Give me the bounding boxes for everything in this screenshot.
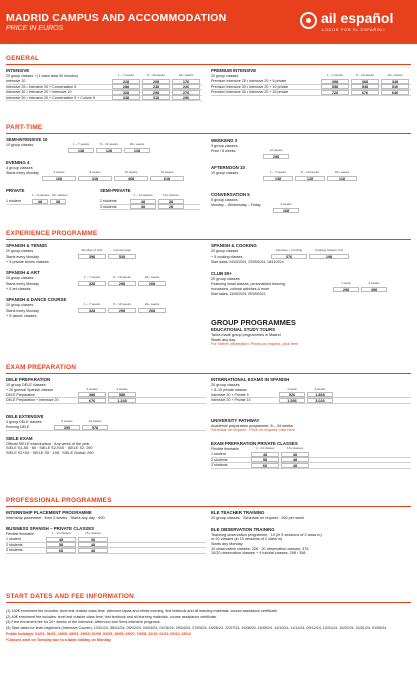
- block-title: PREMIUM INTENSIVE: [211, 68, 257, 73]
- col-header: 1 – 14 classes: [255, 446, 275, 451]
- row-label: Intensive 20 + Private 10: [211, 398, 251, 403]
- block-title: EVENING 4: [6, 160, 30, 165]
- price-cell: 298: [263, 154, 289, 159]
- spanish-cooking-block: [211, 243, 411, 264]
- logo-tagline: LOCOS POR EL ESPAÑOL!: [322, 27, 386, 32]
- block-subtitle: 20 group classes · Schedule on request · 260 per week: [211, 515, 305, 520]
- row-label: DELE Preparation + Intensive 20: [6, 398, 59, 403]
- block-subtitle: 20 group classes: [211, 276, 240, 281]
- row-label: 1 student: [6, 199, 21, 203]
- brand-logo: [300, 10, 412, 36]
- row-label: 2 students: [100, 199, 117, 203]
- col-header: 20+ weeks: [178, 73, 194, 78]
- col-header: 16 weeks: [160, 170, 174, 175]
- exam-private-classes-block: [211, 441, 411, 469]
- price-cell: 498: [361, 287, 387, 292]
- col-header: 2 weeks: [314, 387, 326, 392]
- row-label: 3 students: [100, 204, 117, 209]
- block-note: Price / 8 weeks: [211, 148, 236, 153]
- more-info-link[interactable]: Schedule on request · Price on request, click here: [211, 428, 295, 433]
- block-subtitle: 10 group classes: [6, 143, 34, 147]
- col-header: 20+ weeks: [144, 302, 160, 307]
- block-note: 10 observation classes: 226 · 20 observation classes: 376: [211, 546, 309, 551]
- row-label: Premium Intensive 35 • Intensive 20 + 15 private: [211, 90, 289, 94]
- block-title: SPANISH & COOKING: [211, 243, 257, 248]
- price-cell: 298: [142, 90, 170, 95]
- price-cell: 298: [108, 308, 136, 313]
- business-spanish-block: [6, 526, 206, 554]
- col-header: 4 weeks: [116, 387, 128, 392]
- col-header: 15+ classes: [287, 446, 303, 451]
- section-divider: [6, 133, 411, 134]
- col-header: 1 – 7 weeks: [83, 302, 100, 307]
- block-subtitle: Flexible timetable: [6, 532, 34, 536]
- conversation-block: [211, 192, 411, 213]
- col-header: 10+ classes: [51, 193, 68, 198]
- col-header: 4 weeks: [280, 202, 292, 207]
- row-label: Intensive 25 • Intensive 20 + Conversation 5: [6, 84, 77, 89]
- price-cell: 268: [138, 281, 166, 286]
- note-tuesday: *Classes start on Tuesday due to a bank holiday on Monday: [6, 637, 111, 642]
- price-cell: 298: [333, 287, 359, 292]
- block-subtitle: 20 group classes + (1 class tests 50 minutes): [6, 74, 79, 78]
- row-label: 2 students: [6, 542, 23, 547]
- private-block: [6, 188, 66, 205]
- col-header: 2 tennis bags: [113, 248, 131, 253]
- block-subtitle: Academic preparation programme: 8 – 34 weeks: [211, 423, 293, 428]
- more-info-link[interactable]: For further information: Prices on request, click here: [211, 342, 299, 347]
- price-cell: 48: [78, 548, 108, 553]
- block-title: SPANISH & TENNIS: [6, 243, 47, 248]
- row-label: 2 students: [211, 457, 228, 462]
- spanish-tennis-block: [6, 243, 206, 264]
- row-label: DELE Preparation: [6, 392, 35, 397]
- price-cell: 48: [32, 199, 48, 204]
- block-subtitle: Official SIELE examination · Any week of the year: [6, 441, 90, 446]
- weekend-block: [211, 138, 411, 159]
- block-subtitle: Tailor-made group programmes in Madrid: [211, 332, 281, 337]
- col-header: 1 – 14 classes: [133, 193, 153, 198]
- block-title: ELE TEACHER TRAINING: [211, 510, 265, 515]
- col-header: 8 – 19 weeks: [147, 73, 165, 78]
- col-header: 8 – 19 weeks: [301, 170, 319, 175]
- block-note: Featuring small classes, personalised learning,: [211, 281, 286, 286]
- price-cell: 296: [172, 95, 200, 100]
- block-title: INTENSIVE: [6, 68, 30, 73]
- section-divider: [6, 373, 411, 374]
- block-title: DELE EXTENSIVE: [6, 414, 44, 419]
- block-title: SPANISH & ART: [6, 270, 40, 275]
- block-subtitle: 20 group classes: [6, 276, 34, 280]
- semi-private-block: [100, 188, 200, 210]
- block-subtitle: 20 group classes: [211, 249, 239, 253]
- section-exam: EXAM PREPARATION: [6, 364, 77, 371]
- page-subtitle: PRICE IN EUROS: [6, 25, 64, 32]
- price-cell: 318: [78, 176, 112, 181]
- col-header: Cooking classes only: [314, 248, 344, 253]
- price-cell: 318: [142, 95, 170, 100]
- col-header: 8 – 19 weeks: [100, 142, 118, 147]
- price-cell: 328: [78, 281, 106, 286]
- col-header: 1 – 7 weeks: [72, 142, 89, 147]
- start-dates: Start dates: 04/03/2024, 23/09/2024, 18/11/2024: [211, 259, 284, 264]
- block-subtitle: 10 group classes: [211, 171, 239, 175]
- col-header: 1 – 7 weeks: [269, 170, 286, 175]
- price-cell: 118: [124, 148, 150, 153]
- intensive-block: [6, 68, 202, 101]
- fee-notes: [6, 609, 414, 643]
- dele-extensive-block: [6, 414, 206, 431]
- block-title: INTERNSHIP PLACEMENT PROGRAMME: [6, 510, 92, 515]
- price-cell: 38: [130, 204, 156, 209]
- price-cell: 398: [321, 79, 349, 84]
- price-cell: 128: [295, 176, 325, 181]
- col-header: 15+ classes: [163, 193, 179, 198]
- col-header: 1 week: [287, 387, 297, 392]
- col-header: 8 – 19 weeks: [113, 302, 131, 307]
- note-1: (1) 100€ enrolment fee includes: level test outside class time, welcome tapas and drinks evening, first textbook and all learning materials, course assistance certificate.: [6, 609, 278, 613]
- siele-line: SIELE S2+S4 · SIELE S5 · 198 · SIELE Global: 290: [6, 450, 94, 455]
- price-cell: 578: [82, 425, 108, 430]
- block-subtitle: 5 group classes: [211, 197, 238, 202]
- page-header: [0, 0, 417, 44]
- block-title: BUSINESS SPANISH – PRIVATE CLASSES: [6, 526, 95, 531]
- price-cell: 38: [281, 452, 309, 457]
- section-divider: [6, 506, 411, 507]
- price-cell: 138: [263, 176, 293, 181]
- block-title: INTERNATIONAL EXAMS IN SPANISH: [211, 377, 290, 382]
- section-divider: [6, 602, 411, 603]
- col-header: 2 weeks: [368, 281, 380, 286]
- university-pathway-block: [211, 418, 411, 433]
- block-note: Starts every Monday: [6, 254, 39, 259]
- note-2: (2) 40€ enrolment fee includes: level test outside class time, first textbook and all learning materials, course assistance certificate.: [6, 614, 218, 619]
- price-cell: 588: [108, 392, 136, 397]
- price-cell: 348: [112, 95, 140, 100]
- internship-block: [6, 510, 206, 520]
- price-cell: 538: [351, 84, 379, 89]
- row-label: 3 students: [6, 548, 23, 552]
- premium-intensive-block: [211, 68, 411, 96]
- block-subtitle: Flexible timetable: [211, 447, 239, 451]
- block-subtitle: 3 group classes: [211, 143, 238, 148]
- price-cell: 176: [172, 79, 200, 84]
- price-cell: 168: [273, 208, 299, 213]
- block-subtitle: 4 group classes: [6, 165, 33, 170]
- logo-name: ail español: [321, 10, 394, 26]
- note-4: (4) Start dates for level beginners (Intensive Course): 13/01/24, 08/01/24, 05/02/24, 04/03/24, 01/04/24, 29/04/24, 27/05/24, 24/06/24, 22/07/24, 19/08/24, 16/09/24, 14/10/24, 11/11/24, 09/12/24, 13/01/24, 10/02/24, 24/01/24, 01/06/24: [6, 626, 387, 631]
- block-note: excursions, cultural activities & more: [211, 287, 270, 292]
- block-note: + 5 cooking classes: [211, 254, 243, 259]
- price-cell: 926: [279, 392, 305, 397]
- block-subtitle: 20 group classes: [6, 303, 34, 307]
- evening-block: [6, 160, 206, 181]
- col-header: Intensive + Cooking: [275, 248, 303, 253]
- price-cell: 516: [381, 84, 409, 89]
- international-exams-block: [211, 377, 411, 404]
- block-title: GROUP PROGRAMMES: [211, 318, 296, 327]
- block-title: PRIVATE: [6, 188, 25, 193]
- row-label: 1 student: [211, 452, 226, 456]
- price-cell: 138: [68, 148, 94, 153]
- block-note: + 5 dance classes: [6, 313, 37, 318]
- block-note: + 5 private tennis classes: [6, 259, 49, 264]
- block-title: DELE PREPARATION: [6, 377, 51, 382]
- col-header: 4 weeks: [53, 170, 65, 175]
- ele-observation-block: [211, 527, 411, 556]
- price-cell: 128: [96, 148, 122, 153]
- price-cell: 328: [78, 308, 106, 313]
- price-cell: 38: [50, 199, 66, 204]
- price-cell: 376: [271, 254, 307, 259]
- block-note: 10/20 observation classes + 4 tutorial classes: 298 / 398: [211, 551, 306, 556]
- block-note: or 20 classes (in 10 sessions of 2 class in): [211, 537, 283, 542]
- col-header: 12 weeks: [124, 170, 138, 175]
- price-cell: 676: [78, 398, 106, 403]
- col-header: Member of club: [81, 248, 103, 253]
- col-header: 1 – 14 classes: [51, 531, 71, 536]
- price-cell: 676: [351, 90, 379, 95]
- col-header: 1 week: [341, 281, 351, 286]
- row-label: Premium Intensive 25 • Intensive 20 + 5 private: [211, 79, 287, 83]
- col-header: 8 weeks: [61, 419, 73, 424]
- price-cell: 398: [78, 254, 106, 259]
- block-subtitle: 10 group DELE classes: [6, 382, 46, 387]
- price-cell: 38: [78, 537, 108, 542]
- section-general: GENERAL: [6, 55, 40, 62]
- block-title: SPANISH & DANCE COURSE: [6, 297, 67, 302]
- price-cell: 395: [54, 425, 80, 430]
- col-header: 2 weeks: [86, 387, 98, 392]
- price-cell: 226: [172, 84, 200, 89]
- price-cell: 48: [281, 457, 309, 462]
- price-cell: 118: [327, 176, 357, 181]
- note-holidays: Public holidays: 01/01, 06/01, 19/03, 28/03, 29/03, 01/05, 02/05, 15/05, 25/07, 15/08, 12/10, 01/11, 06/12, 25/12: [6, 631, 191, 636]
- price-cell: 348: [381, 79, 409, 84]
- afternoon-block: [211, 165, 411, 182]
- row-label: Intensive 30 • Intensive 20 + Conversation 5 + Culture 5: [6, 95, 95, 100]
- section-experience: EXPERIENCE PROGRAMME: [6, 230, 98, 237]
- row-label: 1 student: [6, 537, 21, 541]
- price-cell: 58: [46, 542, 76, 547]
- block-title: ELE OBSERVATION TRAINING: [211, 527, 275, 532]
- col-header: 8 – 19 weeks: [356, 73, 374, 78]
- price-cell: 328: [112, 90, 140, 95]
- row-label: 3 students: [211, 463, 228, 467]
- col-header: 1 – 7 weeks: [83, 275, 100, 280]
- block-title: CLUB 50+: [211, 271, 232, 276]
- section-dates: START DATES AND FEE INFORMATION: [6, 593, 135, 600]
- col-header: 1 – 7 weeks: [326, 73, 343, 78]
- col-header: 12 weeks: [269, 148, 283, 153]
- section-divider: [6, 239, 411, 240]
- block-subtitle: Teaching observation programme · 10 (in 5 sessions of 2 class in): [211, 532, 322, 537]
- block-note: Starts every Monday: [6, 170, 39, 175]
- price-cell: 1.868: [307, 392, 333, 397]
- note-3: (3) Free enrolment fee for 20+ weeks of the Intensive, Afternoon and Semi-intensive programs.: [6, 620, 161, 625]
- price-cell: 1.248: [108, 398, 136, 403]
- block-subtitle: 20 group classes: [6, 249, 34, 253]
- col-header: 20+ weeks: [129, 142, 145, 147]
- start-dates: Start dates: 13/05/2024, 09/09/2024: [211, 292, 266, 297]
- block-subtitle: 4 group DELE classes: [6, 420, 42, 424]
- col-header: 8 – 19 weeks: [113, 275, 131, 280]
- block-title: EDUCATIONAL STUDY TOURS: [211, 327, 276, 333]
- price-cell: 646: [381, 90, 409, 95]
- row-label: Intensive 20 + Private 5: [211, 392, 249, 397]
- row-label: Intensive 20: [6, 79, 26, 83]
- block-note: Starts any day: [211, 337, 236, 342]
- price-cell: 48: [46, 537, 76, 542]
- price-cell: 58: [251, 457, 279, 462]
- col-header: 15+ classes: [85, 531, 101, 536]
- col-header: 8 weeks: [89, 170, 101, 175]
- col-header: 12 weeks: [88, 419, 102, 424]
- page-title: MADRID CAMPUS AND ACCOMMODATION: [6, 12, 227, 24]
- price-cell: 3.026: [307, 398, 333, 403]
- block-subtitle: 20 group classes: [211, 382, 240, 387]
- block-note: Starts every Monday: [6, 281, 39, 286]
- price-cell: 558: [321, 84, 349, 89]
- price-cell: 198: [309, 254, 349, 259]
- siele-line: SIELE S1-S6 · 65 · SIELE S2-S4S · SIELE S2: 290: [6, 446, 93, 451]
- block-note: Starts any Monday: [211, 541, 243, 546]
- block-title: SIELE EXAM: [6, 436, 33, 441]
- price-cell: 208: [142, 79, 170, 84]
- col-header: 20+ weeks: [387, 73, 403, 78]
- block-title: UNIVERSITY PATHWAY: [211, 418, 260, 423]
- price-cell: 238: [142, 84, 170, 89]
- spanish-art-block: [6, 270, 206, 291]
- price-cell: 468: [114, 176, 148, 181]
- block-title: WEEKEND 3: [211, 138, 238, 143]
- dele-preparation-block: [6, 377, 206, 404]
- block-subtitle: 20 group classes: [211, 74, 239, 78]
- siele-block: [6, 436, 206, 456]
- price-cell: 48: [251, 452, 279, 457]
- block-title: SEMI-PRIVATE: [100, 188, 131, 193]
- section-divider: [6, 64, 411, 65]
- block-title: EXAM PREPARATION PRIVATE CLASSES: [211, 441, 298, 446]
- price-cell: 48: [281, 463, 309, 468]
- col-header: 1 – 9 classes: [32, 193, 50, 198]
- block-subtitle: Internship placement · from 2 weeks · Starts any day · 690: [6, 515, 105, 520]
- block-note: + 5–10 private classes: [211, 387, 247, 392]
- price-cell: 48: [130, 199, 156, 204]
- price-cell: 618: [150, 176, 184, 181]
- row-label: Evening DELE: [6, 425, 30, 429]
- price-cell: 1.556: [279, 398, 305, 403]
- block-note: + 5 art classes: [6, 286, 31, 291]
- ele-teacher-training-block: [211, 510, 411, 520]
- semi-intensive-block: [6, 137, 202, 154]
- price-cell: 48: [78, 542, 108, 547]
- block-note: + 20 general Spanish classes: [6, 387, 54, 392]
- price-cell: 68: [251, 463, 279, 468]
- price-cell: 288: [112, 84, 140, 89]
- price-cell: 68: [46, 548, 76, 553]
- group-programmes-block: [211, 318, 411, 347]
- price-cell: 528: [108, 254, 136, 259]
- price-cell: 726: [321, 90, 349, 95]
- price-cell: 168: [42, 176, 76, 181]
- logo-icon: [300, 12, 317, 29]
- price-cell: 298: [108, 281, 136, 286]
- section-parttime: PART-TIME: [6, 124, 43, 131]
- block-note: Starts every Monday: [6, 308, 39, 313]
- price-cell: 276: [172, 90, 200, 95]
- price-cell: 388: [78, 392, 106, 397]
- col-header: 1 – 7 weeks: [117, 73, 134, 78]
- block-title: CONVERSATION 5: [211, 192, 250, 197]
- col-header: 20+ weeks: [334, 170, 350, 175]
- col-header: 20+ weeks: [144, 275, 160, 280]
- price-cell: 268: [138, 308, 166, 313]
- price-cell: 38: [158, 199, 184, 204]
- price-cell: 28: [158, 204, 184, 209]
- block-note: Monday – Wednesday – Friday: [211, 202, 261, 207]
- section-professional: PROFESSIONAL PROGRAMMES: [6, 497, 112, 504]
- price-cell: 228: [112, 79, 140, 84]
- price-cell: 368: [351, 79, 379, 84]
- club50-block: [211, 271, 411, 296]
- row-label: Intensive 30 • Intensive 20 + Intensive 10: [6, 90, 72, 94]
- spanish-dance-block: [6, 297, 206, 318]
- row-label: Premium Intensive 30 • Intensive 20 + 10 private: [211, 84, 289, 89]
- block-title: SEMI-INTENSIVE 10: [6, 137, 48, 142]
- block-title: AFTERNOON 10: [211, 165, 245, 170]
